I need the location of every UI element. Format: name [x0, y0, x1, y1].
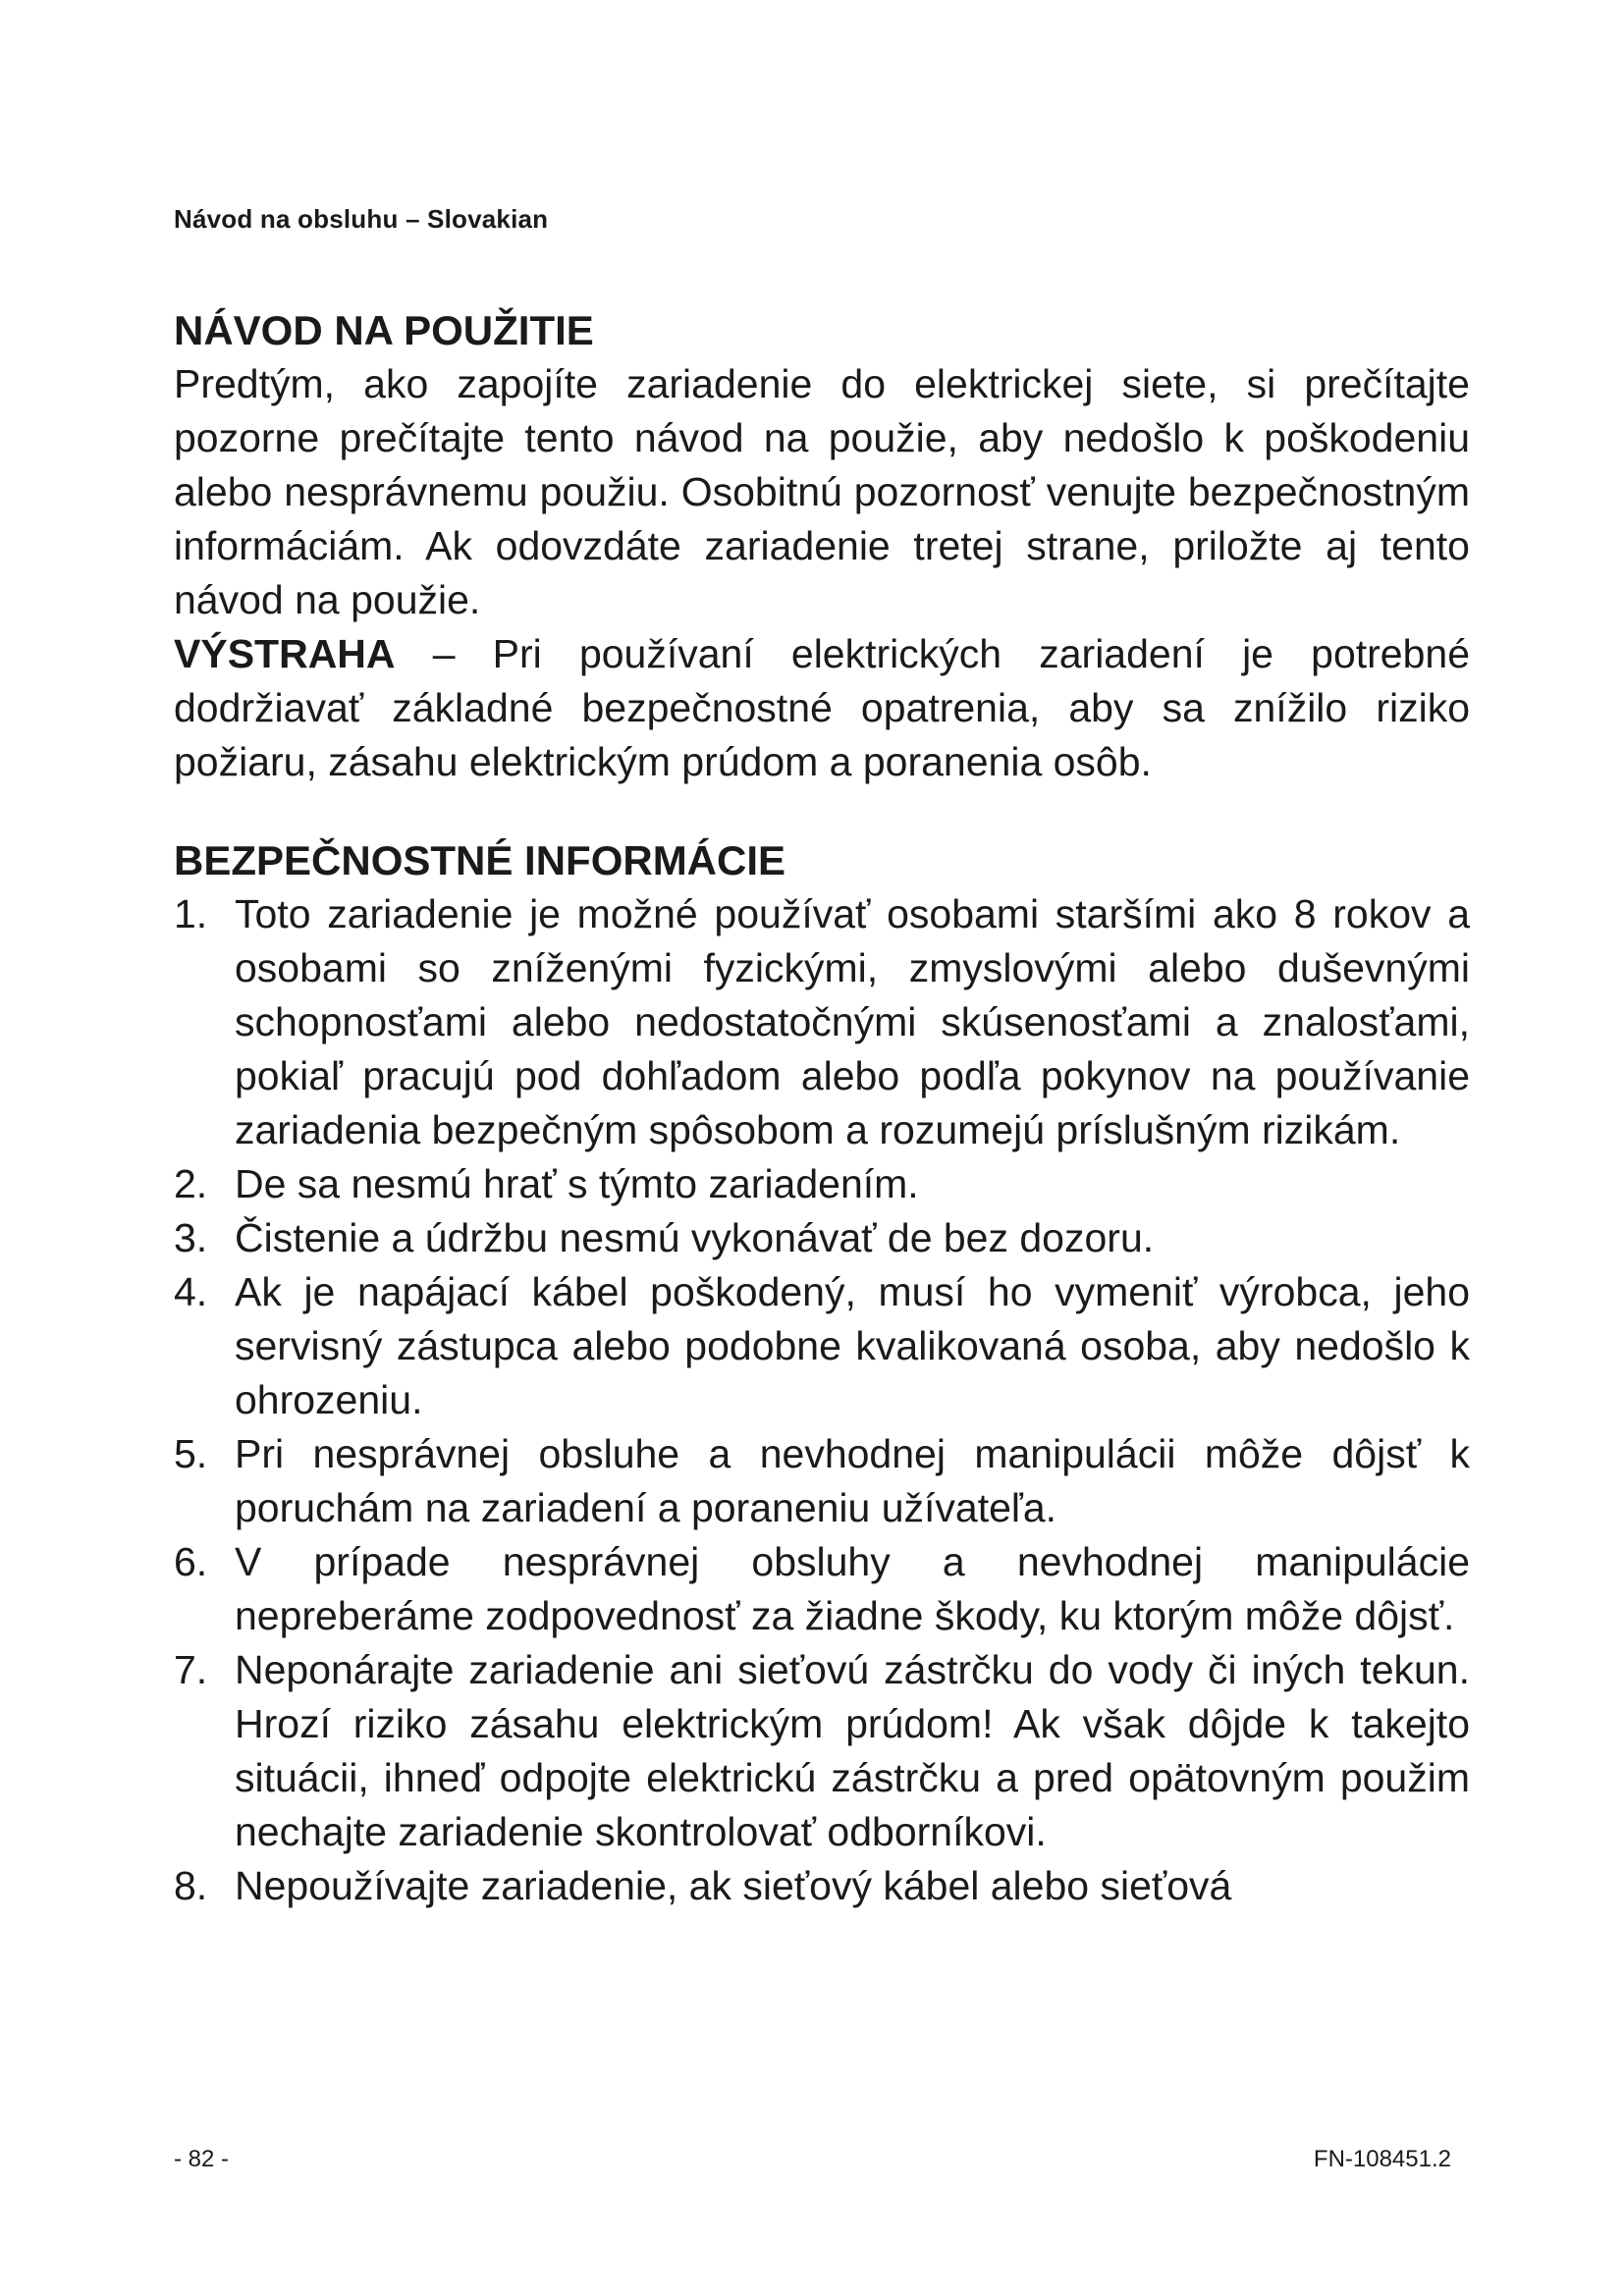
section-title-usage: NÁVOD NA POUŽITIE	[174, 307, 594, 353]
list-item-text: Nepoužívajte zariadenie, ak sieťový kábel alebo sieťová	[235, 1863, 1232, 1908]
list-item-number: 5.	[174, 1431, 208, 1476]
list-item-number: 3.	[174, 1215, 208, 1260]
list-item	[174, 1265, 1470, 1427]
list-item	[174, 1157, 1470, 1211]
list-item-text: Toto zariadenie je možné používať osobami staršími ako 8 rokov a osobami so zníženými fyzickými, zmyslovými alebo duševnými schopnosťami alebo nedostatočnými skúsenosťami a znalosťami, pokiaľ pracujú pod dohľadom alebo podľa pokynov na používanie zariadenia bezpečným spôsobom a rozumejú príslušným rizikám.	[235, 891, 1470, 1152]
list-item	[174, 1859, 1470, 1913]
warning-label: VÝSTRAHA	[174, 631, 396, 676]
list-item-number: 1.	[174, 891, 208, 936]
list-item-number: 7.	[174, 1647, 208, 1692]
list-item	[174, 1211, 1470, 1265]
list-item-text: Pri nesprávnej obsluhe a nevhodnej manipulácii môže dôjsť k poruchám na zariadení a poraneniu užívateľa.	[235, 1431, 1470, 1530]
warning-text: – Pri používaní elektrických zariadení je potrebné dodržiavať základné bezpečnostné opatrenia, aby sa znížilo riziko požiaru, zásahu elektrickým prúdom a poranenia osôb.	[174, 631, 1470, 784]
list-item	[174, 1643, 1470, 1859]
list-item-number: 4.	[174, 1269, 208, 1314]
page-number: - 82 -	[174, 2146, 230, 2172]
list-item-text: Čistenie a údržbu nesmú vykonávať de bez dozoru.	[235, 1215, 1155, 1260]
section-title-safety: BEZPEČNOSTNÉ INFORMÁCIE	[174, 837, 786, 883]
list-item	[174, 887, 1470, 1157]
list-item-number: 2.	[174, 1161, 208, 1206]
document-code: FN-108451.2	[1313, 2146, 1451, 2172]
list-item	[174, 1535, 1470, 1643]
list-item-number: 8.	[174, 1863, 208, 1908]
list-item-text: Ak je napájací kábel poškodený, musí ho vymeniť výrobca, jeho servisný zástupca alebo podobne kvalikovaná osoba, aby nedošlo k ohrozeniu.	[235, 1269, 1470, 1422]
main-content	[174, 304, 1470, 1913]
list-item	[174, 1427, 1470, 1535]
list-item-number: 6.	[174, 1539, 208, 1584]
running-header: Návod na obsluhu – Slovakian	[174, 204, 549, 234]
intro-paragraph: Predtým, ako zapojíte zariadenie do elektrickej siete, si prečítajte pozorne prečítajte tento návod na použie, aby nedošlo k poškodeniu alebo nesprávnemu použiu. Osobitnú pozornosť venujte bezpečnostným informáciám. Ak odovzdáte zariadenie tretej strane, priložte aj tento návod na použie.	[174, 361, 1470, 622]
list-item-text: V prípade nesprávnej obsluhy a nevhodnej manipulácie nepreberáme zodpovednosť za žiadne škody, ku ktorým môže dôjsť.	[235, 1539, 1470, 1638]
list-item-text: De sa nesmú hrať s týmto zariadením.	[235, 1161, 919, 1206]
safety-list	[174, 887, 1470, 1913]
warning-paragraph	[174, 627, 1470, 789]
list-item-text: Neponárajte zariadenie ani sieťovú zástrčku do vody či iných tekun. Hrozí riziko zásahu elektrickým prúdom! Ak však dôjde k takejto situácii, ihneď odpojte elektrickú zástrčku a pred opätovným použim nechajte zariadenie skontrolovať odborníkovi.	[235, 1647, 1470, 1854]
